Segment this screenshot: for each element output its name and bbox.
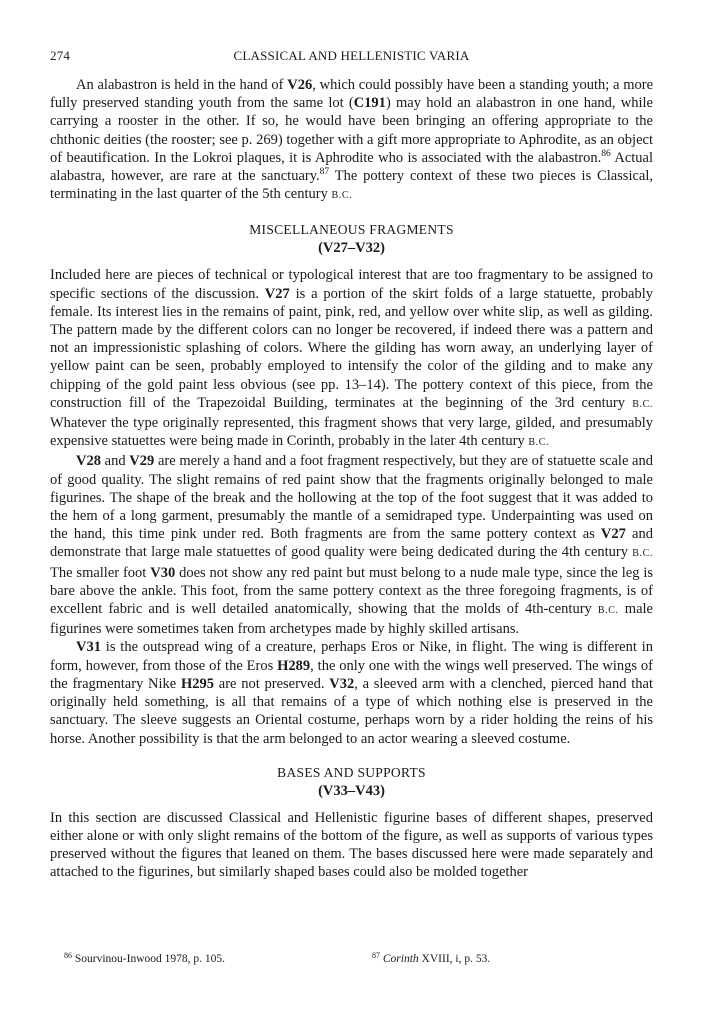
- body-text: [50, 76, 653, 882]
- catalog-ref: C191: [353, 95, 386, 112]
- section-heading-miscellaneous: [50, 221, 653, 257]
- page-number: 274: [50, 48, 71, 63]
- catalog-ref: V30: [150, 564, 176, 581]
- catalog-ref: V26: [287, 77, 313, 93]
- paragraph-v28-v30: V28 and V29 are merely a hand and a foot fragment respectively, but they are of statuette scale and of good quality. The slight remains of red paint show that the fragments originally belonged to male figurines. The shape of the break and the hollowing at the top of the foot suggest that it was added to the hem of a long garment, presumably the mantle of a semidraped type. Underpainting was used on the hand, this time pink under red. Both fragments are from the same pottery context as V27 and demonstrate that large male statuettes of good quality were being dedicated during the 4th century B.C. The smaller foot V30 does not show any red paint but must belong to a nude male type, since the leg is bare above the ankle. This foot, from the same pottery context as the three foregoing fragments, is of excellent fabric and is well detailed anatomically, showing that the molds of 4th-century B.C. male figurines were sometimes taken from archetypes made by highly skilled artisans.: [50, 453, 653, 638]
- catalog-ref: H289: [277, 657, 311, 674]
- catalog-ref: V27: [600, 526, 626, 543]
- footnote-86: $^{86}$ Sourvinou-Inwood 1978, p. 105.: [64, 951, 226, 965]
- footnote-87: $^{87}$ Corinth XVIII, i, p. 53.: [372, 951, 491, 965]
- catalog-ref: H295: [181, 675, 215, 692]
- footnotes: [50, 953, 653, 971]
- section-heading-bases: [50, 764, 653, 800]
- running-header: [50, 48, 653, 68]
- catalog-ref: V31: [76, 639, 101, 656]
- paragraph-bases: In this section are discussed Classical and Hellenistic figurine bases of different shapes, preserved either alone or with only slight remains of the bottom of the figure, as well as supports of various types preserved without the figures that leaned on them. The bases discussed here were made separately and attached to the figurines, but similarly shaped bases could also be molded together: [50, 809, 653, 881]
- paragraph-v31-v32: V31 is the outspread wing of a creature, perhaps Eros or Nike, in flight. The wing is different in form, however, from those of the Eros H289, the only one with the wings well preserved. The wings of the fragmentary Nike H295 are not preserved. V32, a sleeved arm with a clenched, pierced hand that originally held something, is all that remains of a type of which nothing else is preserved in the sanctuary. The sleeve suggests an Oriental costume, perhaps worn by a rider holding the reins of his horse. Another possibility is that the arm belonged to an actor wearing a sleeved costume.: [50, 639, 653, 747]
- paragraph-alabastron: An alabastron is held in the hand of V26, which could possibly have been a standing youth; a more fully preserved standing youth from the same lot (C191) may hold an alabastron in one hand, while carrying a rooster in the other. If so, he would have been bringing an offering appropriate to the chthonic deities (the rooster; see p. 269) together with a gift more appropriate to Aphrodite, as an object of beautification. In the Lokroi plaques, it is Aphrodite who is associated with the alabastron.$^{86}$ Actual alabastra, however, are rare at the sanctuary.$^{87}$ The pottery context of these two pieces is Classical, terminating in the last quarter of the 5th century B.C.: [50, 77, 654, 203]
- catalog-ref: V29: [129, 453, 155, 470]
- section-range: (V27–V32): [318, 240, 385, 257]
- footnote-ref: 86: [601, 148, 611, 159]
- section-range: (V33–V43): [318, 782, 385, 799]
- running-title: CLASSICAL AND HELLENISTIC VARIA: [233, 48, 470, 63]
- catalog-ref: V28: [76, 453, 101, 470]
- catalog-ref: V32: [329, 675, 355, 692]
- footnote-ref: 87: [319, 167, 330, 178]
- section-title: MISCELLANEOUS FRAGMENTS: [249, 222, 454, 238]
- section-title: BASES AND SUPPORTS: [277, 764, 426, 780]
- catalog-ref: V27: [264, 285, 290, 302]
- paragraph-v27: Included here are pieces of technical or typological interest that are too fragmentary to be assigned to specific sections of the discussion. V27 is a portion of the skirt folds of a large statuette, probably female. Its interest lies in the remains of paint, pink, red, and yellow over white slip, as well as gilding. The pattern made by the different colors can no longer be recovered, if indeed there was a pattern and not an impressionistic splashing of colors. Where the gilding has worn away, an underlying layer of yellow paint can be seen, probably employed to intensify the color of the gilding and to make any chipping of the gold paint less obvious (see pp. 13–14). The pottery context of this piece, from the construction fill of the Trapezoidal Building, terminates at the beginning of the 3rd century B.C. Whatever the type originally represented, this fragment shows that very large, gilded, and presumably expensive statuettes were being made in Corinth, probably in the later 4th century B.C.: [50, 267, 654, 450]
